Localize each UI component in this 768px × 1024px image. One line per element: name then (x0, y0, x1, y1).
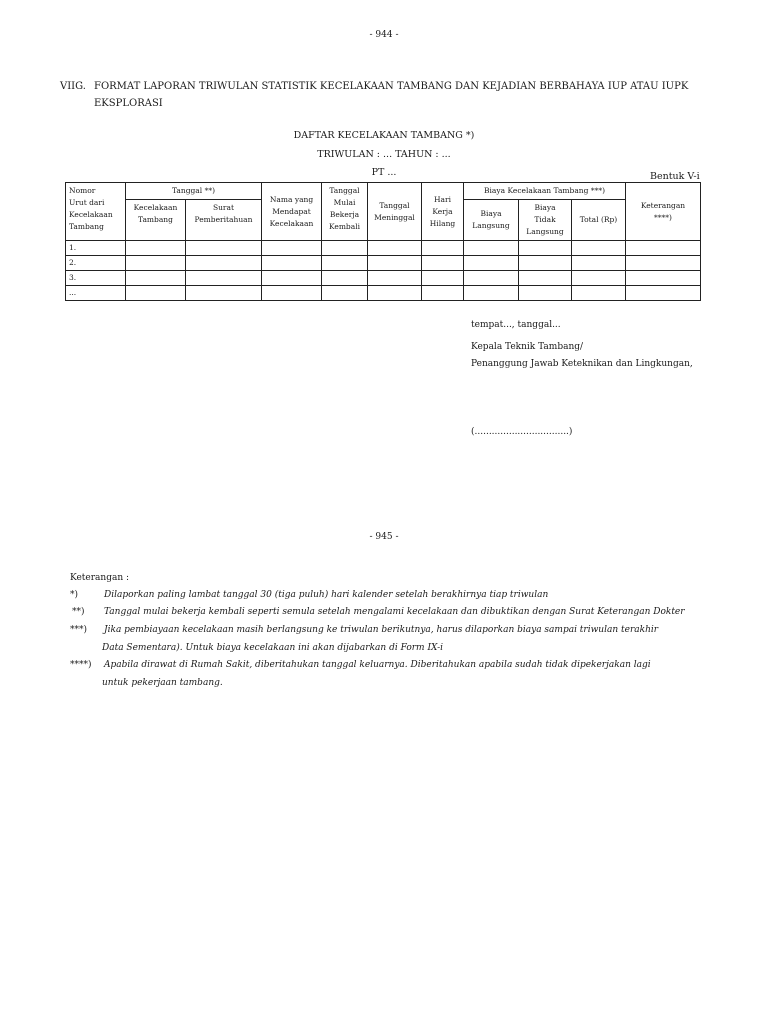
header-nomor-line: Kecelakaan (69, 210, 113, 219)
header-nomor-line: Nomor (69, 186, 96, 195)
table-cell (322, 256, 368, 271)
table-cell (368, 271, 422, 286)
table-cell (626, 286, 701, 301)
table-cell (262, 241, 322, 256)
table-cell (519, 286, 572, 301)
header-meninggal-line: Tanggal (379, 200, 410, 210)
signature-block (471, 317, 693, 441)
notes-label-text: Keterangan : (70, 573, 130, 583)
notes-label (70, 570, 129, 588)
document-heading: DAFTAR KECELAKAAN TAMBANG *) (293, 130, 475, 141)
note-mark: **) (72, 607, 85, 617)
table-cell (368, 286, 422, 301)
header-mulai-line: Kembali (328, 222, 361, 231)
header-surat-line: Pemberitahuan (194, 215, 253, 224)
header-nama-line: Kecelakaan (269, 218, 314, 228)
row-number: 3. (66, 271, 126, 286)
table-cell (262, 271, 322, 286)
table-cell (186, 241, 262, 256)
header-hari-hilang (422, 183, 464, 241)
period-line: TRIWULAN : ... TAHUN : ... (317, 149, 451, 160)
table-cell (186, 271, 262, 286)
table-cell (464, 241, 519, 256)
table-cell (368, 256, 422, 271)
header-kecelakaan-line: Tambang (138, 215, 173, 224)
header-keterangan (626, 183, 701, 241)
table-cell (464, 271, 519, 286)
table-cell (186, 256, 262, 271)
header-biaya-tidak-langsung (519, 200, 572, 241)
header-kecelakaan-line: Kecelakaan (133, 203, 178, 212)
table-cell (322, 271, 368, 286)
header-nama-line: Mendapat (272, 206, 311, 216)
row-number: 2. (66, 256, 126, 271)
table-cell (422, 241, 464, 256)
header-tidak-line: Langsung (526, 227, 564, 236)
table-cell (519, 271, 572, 286)
note-text-continued: Data Sementara). Untuk biaya kecelakaan ini akan dijabarkan di Form IX-i (102, 643, 444, 653)
header-meninggal-line: Meninggal (374, 212, 415, 222)
header-hari-line: Hari (434, 194, 451, 204)
table-cell (186, 286, 262, 301)
header-tidak-line: Tidak (534, 215, 556, 224)
note-mark: *) (70, 590, 79, 600)
header-kecelakaan-tambang (126, 200, 186, 241)
table-cell (626, 256, 701, 271)
table-cell (464, 286, 519, 301)
table-row (66, 256, 701, 271)
table-cell (572, 241, 626, 256)
header-langsung-line: Biaya (480, 209, 502, 218)
header-meninggal (368, 183, 422, 241)
table-row (66, 241, 701, 256)
table-cell (626, 241, 701, 256)
table-cell (422, 256, 464, 271)
table-cell (126, 271, 186, 286)
note-text: Apabila dirawat di Rumah Sakit, diberitahukan tanggal keluarnya. Diberitahukan apabila sudah tidak dipekerjakan lagi (104, 660, 651, 670)
header-keterangan-line: Keterangan (640, 200, 686, 210)
header-surat-line: Surat (212, 203, 235, 212)
section-number: VIIG. (60, 81, 86, 92)
place-date: tempat..., tanggal... (471, 320, 561, 330)
table-row (66, 271, 701, 286)
header-nama (262, 183, 322, 241)
header-hari-line: Kerja (432, 206, 453, 216)
header-tidak-line: Biaya (534, 203, 556, 212)
table-cell (572, 271, 626, 286)
header-nama-line: Nama yang (269, 194, 314, 204)
header-mulai-line: Tanggal (329, 186, 360, 195)
note-text: Jika pembiayaan kecelakaan masih berlangsung ke triwulan berikutnya, harus dilaporkan biaya sampai triwulan terakhir (104, 625, 659, 635)
table-cell (572, 256, 626, 271)
table-cell (126, 286, 186, 301)
header-langsung-line: Langsung (472, 221, 510, 230)
section-title (94, 78, 734, 112)
note-text-continued: untuk pekerjaan tambang. (102, 678, 223, 688)
header-tanggal-mulai (322, 183, 368, 241)
row-number: 1. (66, 241, 126, 256)
signatory-title: Kepala Teknik Tambang/ (471, 342, 584, 352)
header-total: Total (Rp) (572, 200, 626, 241)
note-mark: ***) (70, 625, 88, 635)
signatory-role: Penanggung Jawab Keteknikan dan Lingkungan, (471, 359, 693, 369)
header-mulai-line: Bekerja (329, 210, 360, 219)
header-tanggal: Tanggal **) (126, 183, 262, 200)
section-title-line2: EKSPLORASI (94, 98, 163, 109)
table-row (66, 286, 701, 301)
table-cell (322, 241, 368, 256)
accident-table (65, 182, 701, 301)
table-cell (519, 241, 572, 256)
table-cell (422, 271, 464, 286)
table-cell (368, 241, 422, 256)
page-number-top: - 944 - (369, 30, 399, 40)
header-nomor-line: Tambang (69, 222, 104, 231)
table-cell (626, 271, 701, 286)
table-cell (519, 256, 572, 271)
header-biaya-langsung (464, 200, 519, 241)
table-cell (464, 256, 519, 271)
signature-blank: (.................................) (471, 427, 573, 437)
row-number: ... (66, 286, 126, 301)
table-cell (572, 286, 626, 301)
note-text: Tanggal mulai bekerja kembali seperti semula setelah mengalami kecelakaan dan dibuktikan dengan Surat Keterangan Dokter (104, 607, 685, 617)
header-keterangan-line: ****) (654, 212, 672, 222)
header-nomor-line: Urut dari (69, 198, 105, 207)
header-mulai-line: Mulai (333, 198, 356, 207)
table-cell (262, 286, 322, 301)
company-line: PT ... (371, 167, 397, 178)
header-hari-line: Hilang (429, 218, 456, 228)
note-mark: ****) (70, 660, 92, 670)
note-text: Dilaporkan paling lambat tanggal 30 (tiga puluh) hari kalender setelah berakhirnya tiap triwulan (104, 590, 549, 600)
section-title-line1: FORMAT LAPORAN TRIWULAN STATISTIK KECELAKAAN TAMBANG DAN KEJADIAN BERBAHAYA IUP ATAU IUPK (94, 81, 689, 92)
table-cell (126, 241, 186, 256)
form-label: Bentuk V-i (650, 171, 700, 182)
table-cell (322, 286, 368, 301)
header-biaya: Biaya Kecelakaan Tambang ***) (464, 183, 626, 200)
table-cell (262, 256, 322, 271)
header-nomor (66, 183, 126, 241)
header-surat (186, 200, 262, 241)
table-cell (126, 256, 186, 271)
page-number-bottom: - 945 - (369, 532, 399, 542)
table-cell (422, 286, 464, 301)
